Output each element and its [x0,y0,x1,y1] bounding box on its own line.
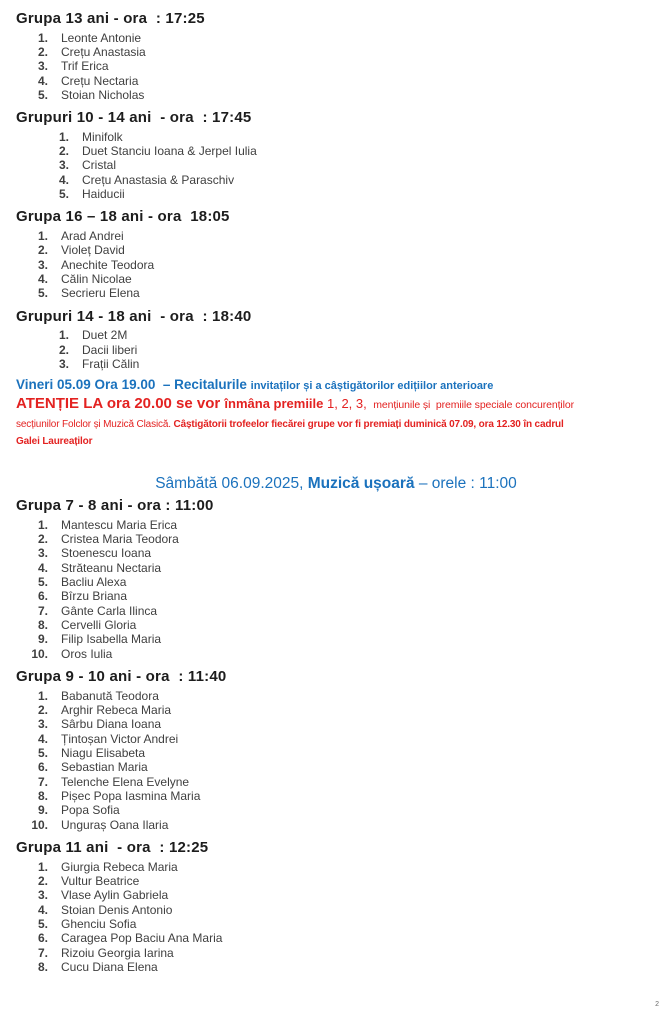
entry-row [16,717,656,731]
entry-row [16,803,656,817]
entry-row [16,532,656,546]
page-number: 2 [655,1001,659,1008]
entry-row [16,518,656,532]
entry-name: Oros Iulia [61,646,113,661]
entry-row [16,144,656,158]
entry-row [16,187,656,201]
attention-medium-text: înmâna premiile [224,396,327,412]
entry-number: 5. [37,286,48,301]
entry-number: 10. [31,646,48,661]
entry-list [16,328,656,371]
entry-name: Cervelli Gloria [61,618,137,633]
entry-row [16,59,656,73]
entry-row [16,789,656,803]
entry-number: 3. [37,717,48,732]
entry-number: 5. [37,87,48,102]
attention-big-text: ATENȚIE LA ora 20.00 se vor [16,395,225,413]
entry-number: 2. [37,44,48,59]
group-heading: Grupuri 14 - 18 ani - ora : 18:40 [16,307,252,325]
entry-row [16,632,656,646]
saturday-category: Muzică ușoară [307,475,415,493]
saturday-schedule [16,497,656,974]
saturday-time: – orele : 11:00 [414,475,517,493]
entry-row [16,917,656,931]
entry-name: Filip Isabella Maria [61,632,162,647]
entry-name: Arad Andrei [61,228,124,243]
friday-notice-main: Vineri 05.09 Ora 19.00 – Recitalurile [16,377,251,393]
entry-name: Stoenescu Ioana [61,546,152,561]
attention-notice-line2 [16,415,656,432]
entry-row [16,243,656,257]
entry-row [16,589,656,603]
entry-name: Secrieru Elena [61,286,140,301]
entry-number: 10. [31,817,48,832]
entry-name: Cristal [82,158,117,173]
entry-name: Pișec Popa Iasmina Maria [61,789,201,804]
entry-list [16,229,656,301]
entry-number: 2. [37,532,48,547]
entry-row [16,903,656,917]
entry-row [16,88,656,102]
attention-small-text: mențiunile și premiile speciale concurenților [370,399,575,412]
entry-row [16,703,656,717]
entry-row [16,258,656,272]
entry-name: Minifolk [82,129,123,144]
entry-number: 1. [37,859,48,874]
entry-name: Dacii liberi [82,342,138,357]
group-heading: Grupuri 10 - 14 ani - ora : 17:45 [16,109,252,127]
entry-name: Mantescu Maria Erica [61,517,178,532]
entry-name: Leonte Antonie [61,30,142,45]
entry-name: Străteanu Nectaria [61,560,162,575]
entry-name: Călin Nicolae [61,271,132,286]
entry-number: 1. [37,688,48,703]
entry-name: Anechite Teodora [61,257,155,272]
entry-row [16,647,656,661]
entry-number: 3. [37,59,48,74]
friday-notice [16,377,656,394]
friday-notice-detail: invitaților și a câștigătorilor edițiilor anterioare [250,380,494,393]
entry-row [16,130,656,144]
entry-number: 3. [37,546,48,561]
entry-number: 2. [37,243,48,258]
entry-name: Popa Sofia [61,803,120,818]
entry-row [16,732,656,746]
entry-number: 2. [37,702,48,717]
entry-row [16,618,656,632]
entry-row [16,960,656,974]
attention-line2-regular: secțiunilor Folclor și Muzică Clasică. [16,419,174,431]
entry-number: 1. [58,328,69,343]
group-heading: Grupa 7 - 8 ani - ora : 11:00 [16,497,214,515]
entry-row [16,357,656,371]
entry-row [16,575,656,589]
entry-number: 1. [37,30,48,45]
entry-name: Vultur Beatrice [61,873,140,888]
entry-row [16,689,656,703]
entry-row [16,546,656,560]
group-section [16,668,656,832]
entry-number: 3. [58,356,69,371]
entry-number: 5. [58,187,69,202]
entry-name: Frații Călin [82,356,140,371]
group-section [16,497,656,661]
group-section [16,109,656,201]
entry-number: 1. [37,517,48,532]
group-heading: Grupa 16 – 18 ani - ora 18:05 [16,208,230,226]
entry-name: Rizoiu Georgia Iarina [61,945,174,960]
entry-name: Stoian Denis Antonio [61,902,173,917]
entry-number: 3. [37,257,48,272]
entry-name: Ghenciu Sofia [61,916,137,931]
entry-name: Crețu Anastasia [61,44,146,59]
saturday-section-heading [16,474,656,494]
entry-number: 1. [37,228,48,243]
entry-row [16,874,656,888]
entry-number: 4. [37,271,48,286]
group-heading: Grupa 9 - 10 ani - ora : 11:40 [16,668,227,686]
entry-number: 6. [37,760,48,775]
entry-number: 6. [37,931,48,946]
entry-row [16,173,656,187]
entry-number: 3. [37,888,48,903]
entry-number: 3. [58,158,69,173]
entry-number: 9. [37,632,48,647]
entry-row [16,860,656,874]
entry-row [16,286,656,300]
entry-name: Stoian Nicholas [61,87,145,102]
entry-number: 8. [37,959,48,974]
entry-name: Niagu Elisabeta [61,746,146,760]
entry-number: 4. [37,902,48,917]
entry-name: Babanută Teodora [61,688,159,703]
entry-number: 2. [58,144,69,159]
entry-row [16,604,656,618]
entry-name: Unguraș Oana Ilaria [61,817,169,832]
entry-number: 8. [37,618,48,633]
entry-row [16,946,656,960]
entry-name: Vlase Aylin Gabriela [61,888,169,903]
entry-name: Cucu Diana Elena [61,959,158,974]
attention-line2-bold: Câștigătorii trofeelor fiecărei grupe vor fi premiați duminică 07.09, ora 12.30 în cadrul [173,419,564,431]
entry-list [16,130,656,202]
group-heading: Grupa 11 ani - ora : 12:25 [16,839,209,857]
entry-row [16,561,656,575]
entry-name: Caragea Pop Baciu Ana Maria [61,931,223,946]
entry-row [16,888,656,902]
entry-number: 4. [58,172,69,187]
entry-name: Trif Erica [61,59,109,74]
entry-row [16,158,656,172]
entry-name: Bacliu Alexa [61,575,127,590]
entry-row [16,760,656,774]
entry-list [16,31,656,103]
group-section [16,839,656,974]
entry-number: 9. [37,803,48,818]
saturday-date: Sâmbătă 06.09.2025, [155,475,308,493]
evening-schedule [16,10,656,371]
entry-number: 2. [37,873,48,888]
entry-number: 7. [37,774,48,789]
entry-list [16,860,656,975]
entry-number: 1. [58,129,69,144]
entry-name: Sebastian Maria [61,760,148,775]
entry-number: 5. [37,575,48,590]
entry-name: Duet Stanciu Ioana & Jerpel Iulia [82,144,257,159]
entry-list [16,518,656,661]
entry-number: 5. [37,916,48,931]
entry-row [16,343,656,357]
entry-row [16,31,656,45]
entry-number: 4. [37,73,48,88]
entry-number: 4. [37,560,48,575]
group-section [16,208,656,300]
entry-name: Cristea Maria Teodora [61,532,179,547]
entry-number: 7. [37,603,48,618]
entry-name: Violeț David [61,243,125,258]
entry-name: Crețu Anastasia & Paraschiv [82,172,235,187]
entry-name: Țintoșan Victor Andrei [61,731,179,746]
entry-number: 4. [37,731,48,746]
entry-number: 5. [37,746,48,760]
entry-name: Duet 2M [82,328,128,343]
entry-name: Sârbu Diana Ioana [61,717,162,732]
entry-row [16,818,656,832]
entry-number: 8. [37,789,48,804]
entry-name: Bîrzu Briana [61,589,128,604]
entry-name: Arghir Rebeca Maria [61,702,172,717]
entry-row [16,328,656,342]
attention-notice-line3 [16,432,656,449]
entry-name: Gânte Carla Ilinca [61,603,158,618]
entry-name: Haiducii [82,187,125,202]
group-section [16,10,656,102]
entry-list [16,689,656,832]
entry-name: Crețu Nectaria [61,73,139,88]
entry-row [16,229,656,243]
attention-ranks-text: 1, 2, 3, [327,396,371,412]
group-heading: Grupa 13 ani - ora : 17:25 [16,10,205,27]
entry-row [16,74,656,88]
entry-row [16,931,656,945]
entry-number: 7. [37,945,48,960]
entry-name: Telenche Elena Evelyne [61,774,190,789]
entry-number: 2. [58,342,69,357]
entry-row [16,45,656,59]
entry-row [16,775,656,789]
entry-row [16,272,656,286]
entry-number: 6. [37,589,48,604]
group-section [16,308,656,372]
attention-notice-line1 [16,394,656,415]
entry-name: Giurgia Rebeca Maria [61,859,178,874]
attention-line3-bold: Galei Laureaților [16,436,93,448]
entry-row [16,746,656,760]
